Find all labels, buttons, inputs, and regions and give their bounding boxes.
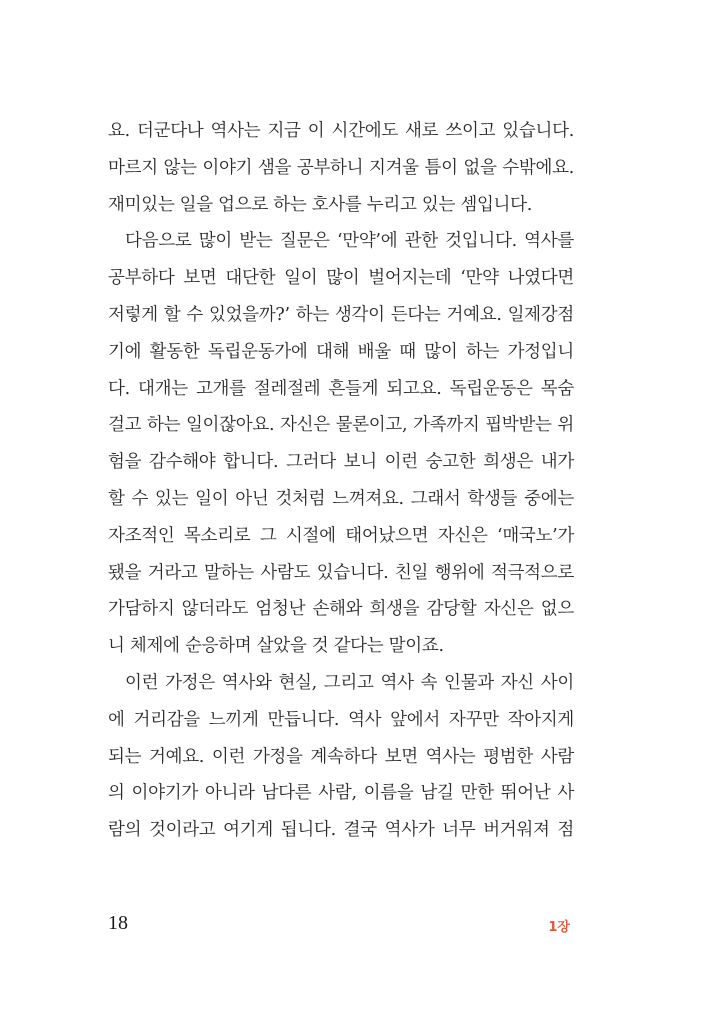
body-text [108,113,574,849]
text-line: 이런 가정은 역사와 현실, 그리고 역사 속 인물과 자신 사이 [125,672,574,693]
chapter-label: 1장 [548,920,570,935]
text-line: 되는 거예요. 이런 가정을 계속하다 보면 역사는 평범한 사람 [108,746,574,767]
text-line: 가담하지 않더라도 엄청난 손해와 희생을 감당할 자신은 없으 [108,599,574,620]
text-line: 재미있는 일을 업으로 하는 호사를 누리고 있는 셈입니다. [108,194,533,215]
text-line: 마르지 않는 이야기 샘을 공부하니 지겨울 틈이 없을 수밖에요. [108,157,574,178]
text-line: 니 체제에 순응하며 살았을 것 같다는 말이죠. [108,636,444,657]
text-line: 걸고 하는 일이잖아요. 자신은 물론이고, 가족까지 핍박받는 위 [108,415,574,436]
text-line: 람의 것이라고 여기게 됩니다. 결국 역사가 너무 버거워져 점 [108,820,574,841]
text-line: 됐을 거라고 말하는 사람도 있습니다. 친일 행위에 적극적으로 [108,562,574,583]
page-number: 18 [108,912,128,934]
text-line: 험을 감수해야 합니다. 그러다 보니 이런 숭고한 희생은 내가 [108,452,574,473]
text-line: 에 거리감을 느끼게 만듭니다. 역사 앞에서 자꾸만 작아지게 [108,709,574,730]
text-line: 공부하다 보면 대단한 일이 많이 벌어지는데 ‘만약 나였다면 [108,268,574,289]
text-line: 다음으로 많이 받는 질문은 ‘만약’에 관한 것입니다. 역사를 [125,231,574,252]
text-line: 할 수 있는 일이 아닌 것처럼 느껴져요. 그래서 학생들 중에는 [108,488,574,509]
text-line: 의 이야기가 아니라 남다른 사람, 이름을 남길 만한 뛰어난 사 [108,783,574,804]
text-line: 저렇게 할 수 있었을까?’ 하는 생각이 든다는 거예요. 일제강점 [108,304,574,325]
text-line: 요. 더군다나 역사는 지금 이 시간에도 새로 쓰이고 있습니다. [108,121,574,141]
text-line: 다. 대개는 고개를 절레절레 흔들게 되고요. 독립운동은 목숨 [108,378,574,399]
text-line: 기에 활동한 독립운동가에 대해 배울 때 많이 하는 가정입니 [108,341,574,362]
text-line: 자조적인 목소리로 그 시절에 태어났으면 자신은 ‘매국노’가 [108,525,574,546]
